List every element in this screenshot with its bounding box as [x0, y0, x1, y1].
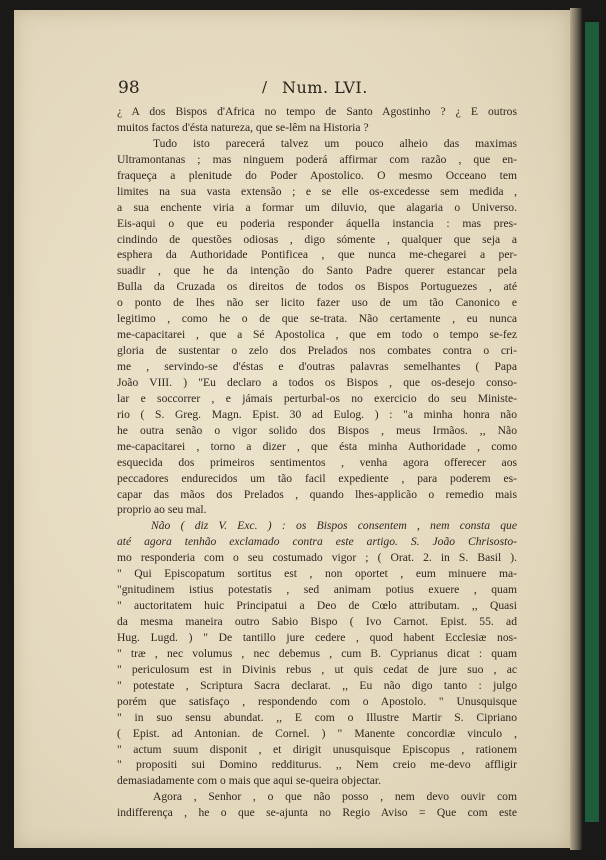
text-line: mo responderia com o seu costumado vigor ; ( Orat. 2. in S. Basil ).: [117, 551, 517, 565]
text-line: da mesma maneira outro Sabio Bispo ( Ivo Carnot. Epist. 55. ad: [117, 615, 517, 628]
text-line: Hug. Lugd. ) " De tantillo jure cedere , quod habent Ecclesiæ nos-: [117, 630, 517, 644]
text-line: lar e soccorrer , e jámais perturbal-os no exercicio do seu Ministe-: [117, 391, 517, 405]
text-line: esquecida dos primeiros sentimentos , venha agora offerecer aos: [117, 455, 517, 469]
text-line: suadir , que he da intenção do Santo Padre querer estancar pela: [117, 264, 517, 278]
text-line: " træ , nec volumus , nec debemus , cum B. Cyprianus dicat : quam: [117, 646, 517, 660]
text-line: capar das mãos dos Prelados , quando lhes-applicão o remedio mais: [117, 487, 517, 501]
text-line: me , servindo-se d'éstas e d'outras palavras semelhantes ( Papa: [117, 360, 517, 373]
text-line: Agora , Senhor , o que não posso , nem devo ouvir com: [153, 790, 517, 804]
text-line: até agora tenhão exclamado contra este artigo. S. João Chrisosto-: [117, 535, 517, 549]
text-line: ( Epist. ad Antonian. de Cornel. ) " Manente concordiæ vinculo ,: [117, 726, 517, 740]
text-line: fraqueça a plenitude do Poder Apostolico. O mesmo Occeano tem: [117, 168, 517, 182]
text-line: Eis-aqui o que eu poderia responder áquella instancia : mas pres-: [117, 216, 517, 230]
text-line: " Qui Episcopatum sortitus est , non oportet , eum minuere ma-: [117, 567, 517, 581]
text-line: "gnitudinem istius potestatis , sed animam potius exuere , quam: [117, 583, 517, 597]
body-text: [117, 104, 517, 821]
text-line: legitimo , como he o de que se-trata. Não certamente , eu nunca: [117, 312, 517, 326]
text-line: demasiadamente com o mais que aqui se-queira objectar.: [117, 774, 381, 788]
text-line: " auctoritatem huic Principatui a Deo de Cœlo attributam. ,, Quasi: [117, 599, 517, 613]
text-line: a sua enchente viria a formar um diluvio, que alagaria o Universo.: [117, 200, 517, 214]
text-line: me-capacitarei , que a Sé Apostolica , que em todo o tempo se-fez: [117, 328, 517, 342]
text-line: rio ( S. Greg. Magn. Epist. 30 ad Eulog. ) : "a minha honra não: [117, 407, 517, 421]
text-line: me-capacitarei , torno a dizer , que ésta minha Authoridade , como: [117, 439, 517, 453]
text-line: proprio ao seu mal.: [117, 503, 207, 517]
text-line: João VIII. ) "Eu declaro a todos os Bispos , que os-desejo conso-: [117, 375, 517, 389]
text-line: " periculosum est in Divinis rebus , ut quis cedat de jure suo , ac: [117, 662, 517, 676]
page-fore-edge: [570, 8, 582, 850]
text-line: " potestate , Scriptura Sacra declarat. ,, Eu não digo tanto : julgo: [117, 678, 517, 692]
text-line: " in suo sensu abundat. ,, E com o Illustre Martir S. Cipriano: [117, 710, 517, 724]
text-line: peccadores endurecidos um tão facil expediente , para poderem es-: [117, 471, 517, 485]
text-line: " propositi sui Domino redditurus. ,, Nem creio me-devo affligir: [117, 758, 517, 772]
text-line: gloria de sustentar o zelo dos Prelados nos combates contra o cri-: [117, 344, 517, 358]
text-line: o ponto de lhes não ser licito fazer uso de um tão Canonico e: [117, 296, 517, 310]
text-line: muitos factos d'ésta natureza, que se-lêm na Historia ?: [117, 120, 369, 134]
text-line: Tudo isto parecerá talvez um pouco alheio das maximas: [153, 136, 517, 150]
color-calibration-strip: [585, 22, 599, 822]
text-line: " actum suum disponit , et dirigit unusquisque Episcopus , rationem: [117, 742, 517, 756]
running-head-mark: /: [262, 78, 268, 96]
text-line: limites na sua vasta extensão ; e se elle os-excedesse sem medida ,: [117, 184, 517, 198]
text-line: indifferença , he o que se-ajunta no Regio Aviso = Que com este: [117, 806, 517, 820]
running-head: [118, 78, 508, 100]
text-line: ¿ A dos Bispos d'Africa no tempo de Santo Agostinho ? ¿ E outros: [117, 105, 517, 118]
page-number: 98: [118, 78, 140, 98]
text-line: esphera da Authoridade Pontificea , que nunca me-chegarei a per-: [117, 248, 517, 262]
text-line: Não ( diz V. Exc. ) : os Bispos consentem , nem consta que: [151, 519, 517, 533]
text-line: he outra senão o vigor solido dos Bispos , meus Irmãos. ,, Não: [117, 423, 517, 437]
issue-number-heading: Num. LVI.: [282, 78, 368, 97]
text-line: porém que satisfaço , respondendo com o Apostolo. " Unusquisque: [117, 694, 517, 708]
text-line: cindindo de questões odiosas , digo sómente , qualquer que seja a: [117, 232, 517, 246]
text-line: Ultramontanas ; mas ninguem poderá affirmar com razão , que en-: [117, 152, 517, 166]
text-line: Bulla da Cruzada os direitos de todos os Bispos Portuguezes , até: [117, 280, 517, 294]
